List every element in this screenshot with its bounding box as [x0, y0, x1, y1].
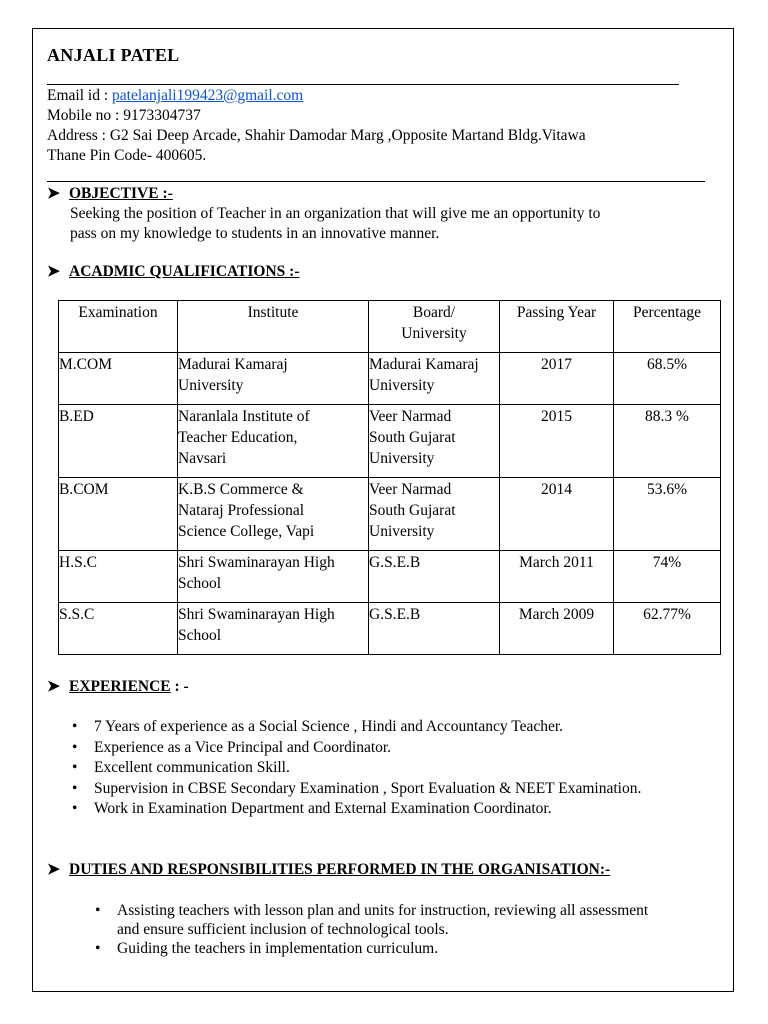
table-row	[59, 405, 721, 478]
column-header: Examination	[59, 301, 178, 353]
board-cell: G.S.E.B	[369, 603, 500, 655]
institute-cell: Madurai Kamaraj University	[178, 353, 369, 405]
board-cell: Veer Narmad South Gujarat University	[369, 478, 500, 551]
duties-heading: ➤ DUTIES AND RESPONSIBILITIES PERFORMED IN THE ORGANISATION:-	[47, 861, 611, 878]
exam-cell: H.S.C	[59, 551, 178, 603]
academics-heading: ➤ ACADMIC QUALIFICATIONS :-	[47, 263, 300, 280]
institute-cell: Naranlala Institute of Teacher Education, Navsari	[178, 405, 369, 478]
year-cell: March 2011	[500, 551, 614, 603]
list-item: • Supervision in CBSE Secondary Examination , Sport Evaluation & NEET Examination.	[70, 779, 670, 800]
percent-cell: 53.6%	[614, 478, 721, 551]
address-line-1: Address : G2 Sai Deep Arcade, Shahir Damodar Marg ,Opposite Martand Bldg.Vitawa	[47, 127, 586, 144]
column-header: Percentage	[614, 301, 721, 353]
board-cell: Veer Narmad South Gujarat University	[369, 405, 500, 478]
institute-cell: Shri Swaminarayan High School	[178, 551, 369, 603]
institute-cell: Shri Swaminarayan High School	[178, 603, 369, 655]
objective-heading: ➤ OBJECTIVE :-	[47, 185, 173, 202]
table-header-row	[59, 301, 721, 353]
board-cell: Madurai Kamaraj University	[369, 353, 500, 405]
qualifications-table	[58, 300, 721, 655]
exam-cell: B.ED	[59, 405, 178, 478]
table-row	[59, 551, 721, 603]
institute-cell: K.B.S Commerce & Nataraj Professional Science College, Vapi	[178, 478, 369, 551]
duties-list	[93, 901, 663, 958]
list-item: • Work in Examination Department and External Examination Coordinator.	[70, 799, 670, 820]
year-cell: March 2009	[500, 603, 614, 655]
exam-cell: M.COM	[59, 353, 178, 405]
arrow-bullet-icon: ➤	[47, 185, 60, 202]
objective-line-2: pass on my knowledge to students in an innovative manner.	[70, 225, 440, 242]
table-row	[59, 353, 721, 405]
percent-cell: 88.3 %	[614, 405, 721, 478]
address-line-2: Thane Pin Code- 400605.	[47, 147, 207, 164]
percent-cell: 74%	[614, 551, 721, 603]
arrow-bullet-icon: ➤	[47, 263, 60, 280]
arrow-bullet-icon: ➤	[47, 861, 60, 878]
contact-divider	[47, 181, 705, 182]
email-link[interactable]: patelanjali199423@gmail.com	[112, 87, 304, 104]
year-cell: 2015	[500, 405, 614, 478]
list-item: • Assisting teachers with lesson plan and units for instruction, reviewing all assessment and ensure sufficient inclusion of technological tools.	[93, 901, 663, 939]
table-row	[59, 478, 721, 551]
year-cell: 2017	[500, 353, 614, 405]
email-label: Email id :	[47, 87, 113, 104]
column-header: Board/ University	[369, 301, 500, 353]
table-row	[59, 603, 721, 655]
experience-list	[70, 717, 670, 820]
mobile-number: Mobile no : 9173304737	[47, 107, 201, 124]
column-header: Institute	[178, 301, 369, 353]
board-cell: G.S.E.B	[369, 551, 500, 603]
name-divider	[47, 84, 679, 85]
candidate-name: ANJALI PATEL	[47, 45, 180, 65]
list-item: • 7 Years of experience as a Social Science , Hindi and Accountancy Teacher.	[70, 717, 670, 738]
percent-cell: 62.77%	[614, 603, 721, 655]
email-row	[47, 86, 303, 106]
list-item: • Guiding the teachers in implementation curriculum.	[93, 939, 663, 958]
arrow-bullet-icon: ➤	[47, 678, 60, 695]
exam-cell: B.COM	[59, 478, 178, 551]
list-item: • Excellent communication Skill.	[70, 758, 670, 779]
list-item: • Experience as a Vice Principal and Coordinator.	[70, 738, 670, 759]
percent-cell: 68.5%	[614, 353, 721, 405]
objective-line-1: Seeking the position of Teacher in an organization that will give me an opportunity to	[70, 205, 601, 222]
year-cell: 2014	[500, 478, 614, 551]
experience-heading: ➤ EXPERIENCE : -	[47, 678, 189, 695]
column-header: Passing Year	[500, 301, 614, 353]
exam-cell: S.S.C	[59, 603, 178, 655]
